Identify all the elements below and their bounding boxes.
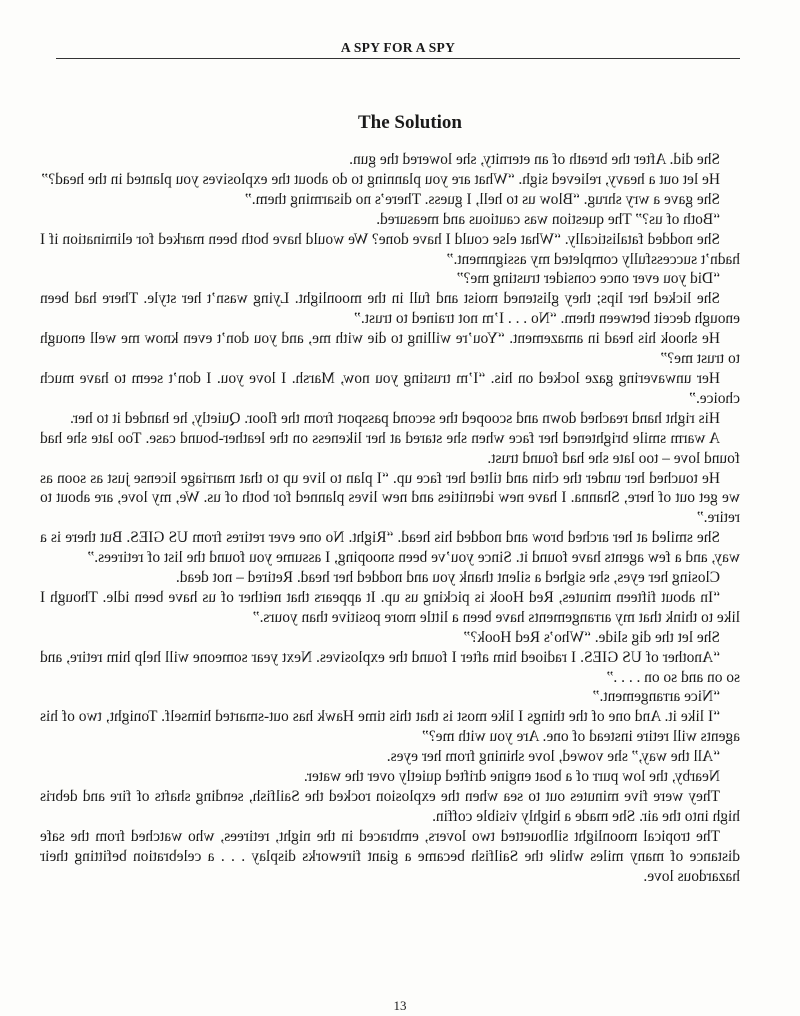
paragraph-8: He shook his head in amazement. “You’re willing to die with me, and you don’t even know me well enough to trust me?” [40,330,740,368]
paragraph-13: She smiled at her arched brow and nodded his head. “Right. No one ever retires from US GIES. But there is a way, and a few agents have found it. Since you’ve been snooping, I assume you found the list of retirees.” [40,529,740,567]
paragraph-6: “Did you ever once consider trusting me?” [456,270,720,288]
paragraph-3: She gave a wry shrug. “Blow us to hell, I guess. There’s no disarming them.” [244,190,720,208]
paragraph-21: Nearby, the low purr of a boat engine drifted quietly over the water. [303,768,720,786]
paragraph-15: “In about fifteen minutes, Red Hook is picking us up. It appears that neither of us have been idle. Though I like to think that my arrangements have been a little more positive than yours.” [40,588,740,626]
paragraph-14: Closing her eyes, she sighed a silent thank you and nodded her head. Retired – not dead. [175,569,720,587]
header-rule [56,58,740,59]
paragraph-20: “All the way,” she vowed, love shining from her eyes. [386,748,720,766]
paragraph-7: She licked her lips; they glistened moist and full in the moonlight. Lying wasn’t her style. There had been enough deceit between them. “No . . . I’m not trained to trust.” [40,290,740,328]
paragraph-22: They were five minutes out to sea when the explosion rocked the Sailfish, sending shafts of fire and debris high into the air. She made a highly visible coffin. [40,788,740,825]
paragraph-17: “Another of US GIES. I radioed him after I found the explosives. Next year someone will help him retire, and so on and so on . . . .” [40,648,740,686]
chapter-title: The Solution [357,112,462,133]
paragraph-19: “I like it. And one of the things I like most is that this time Hawk has out-smarted himself. Tonight, two of his agents will retire instead of one. Are you with me?” [40,708,740,746]
paragraph-18: “Nice arrangement.” [592,688,720,706]
paragraph-5: She nodded fatalistically. “What else could I have done? We would have both been marked for elimination if I hadn’t successfully completed my assignment.” [40,230,740,268]
paragraph-12: He touched her under the chin and tilted her face up. “I plan to live up to that marriage license just as soon as we get out of here, Shanna. I have new identities and new lives planned for both of us. We, my love, are about to retire.” [40,469,740,527]
paragraph-2: He let out a heavy, relieved sigh. “What are you planning to do about the explosives you planted in the head?” [41,170,720,188]
running-head: A SPY FOR A SPY [340,40,456,55]
paragraph-4: “Both of us?” The question was cautious and measured. [376,210,720,228]
paragraph-23: The tropical moonlight silhouetted two lovers, embraced in the night, retirees, who watched from the safe distance of many miles while the Sailfish became a giant fireworks display . . . a celebration befitting their hazardous love. [40,827,740,885]
body-text [40,150,740,887]
paragraph-11: A warm smile brightened her face when she stared at her likeness on the leather-bound case. Too late she had found love – too late she had found trust. [40,429,740,467]
page-number: 13 [393,998,407,1013]
mirrored-body-text [0,150,800,960]
paragraph-9: Her unwavering gaze locked on his. “I’m trusting you now, Marsh. I love you. I don’t seem to have much choice.” [40,369,740,407]
paragraph-1: She did. After the breath of an eternity, she lowered the gun. [349,151,720,168]
paragraph-16: She let the dig slide. “Who’s Red Hook?” [463,628,720,646]
paragraph-10: His right hand reached down and scooped the second passport from the floor. Quietly, he handed it to her. [70,409,720,427]
